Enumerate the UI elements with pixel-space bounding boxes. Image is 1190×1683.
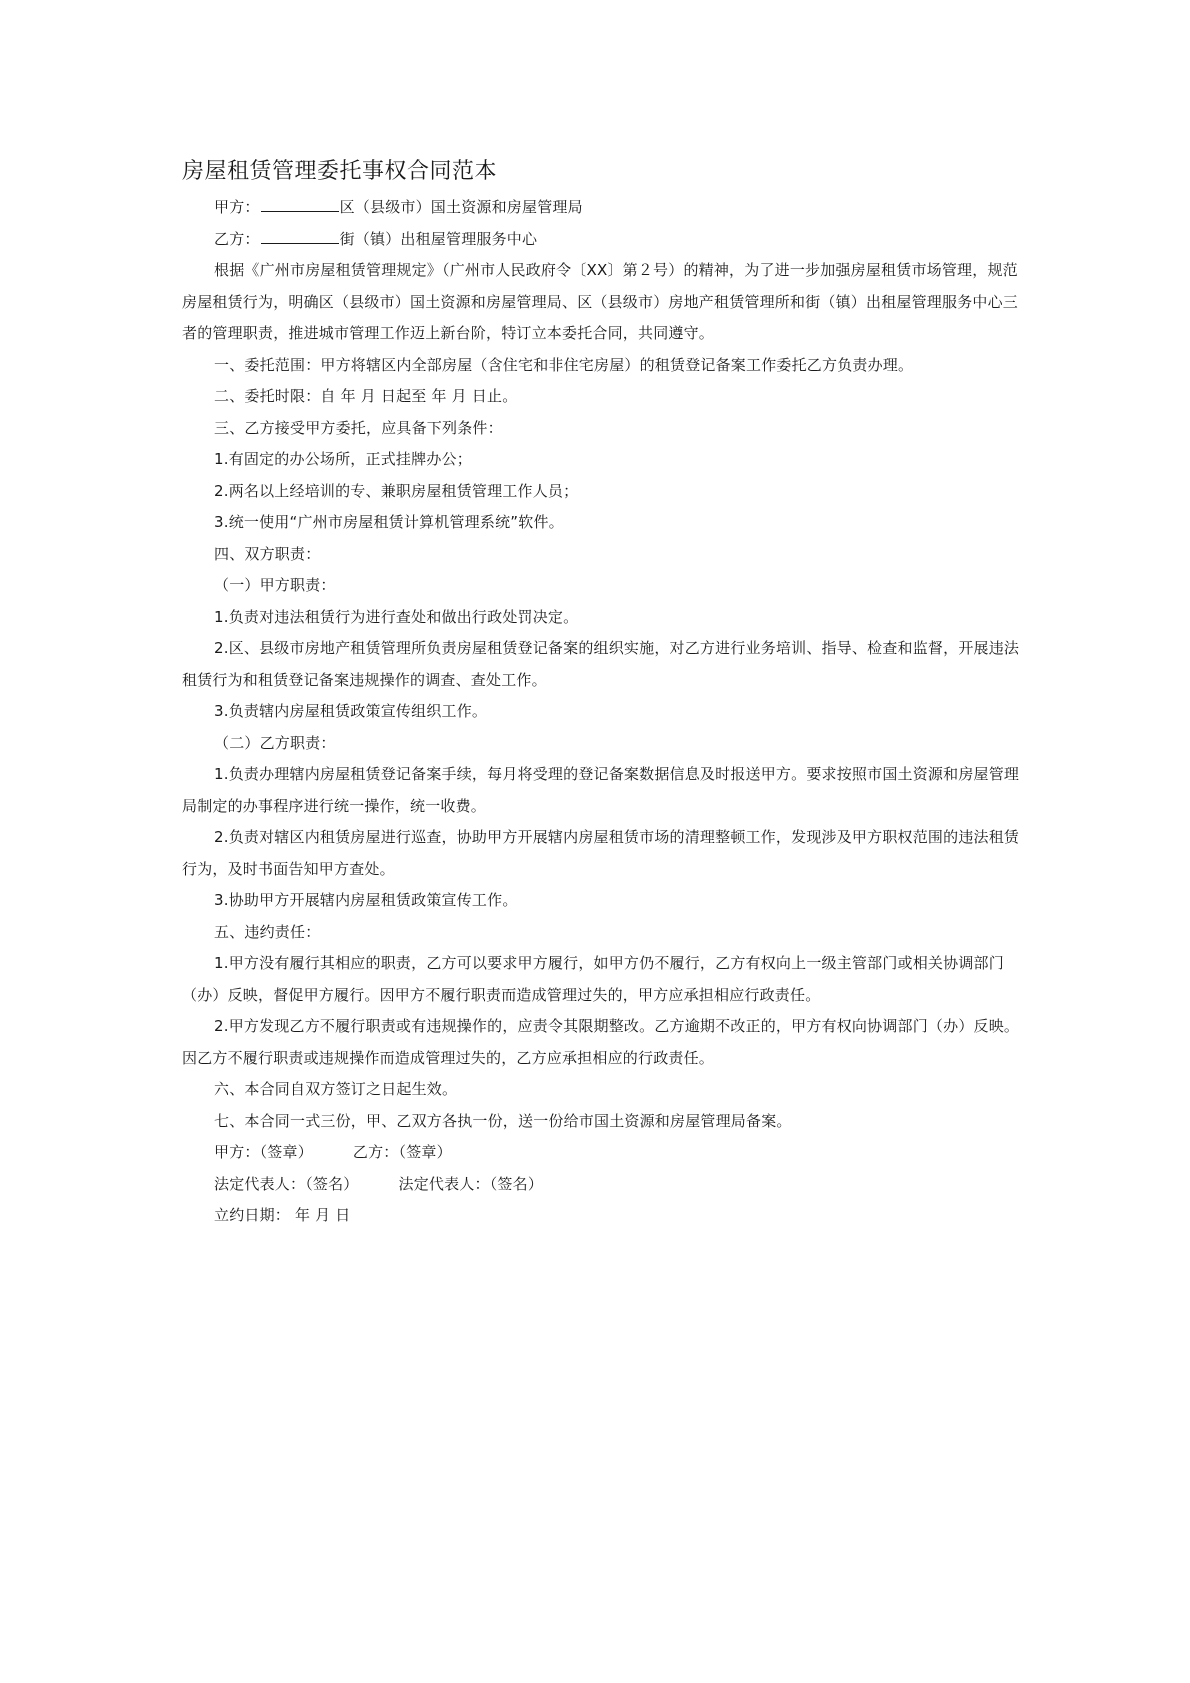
condition-item: 1.有固定的办公场所，正式挂牌办公； [214,450,472,468]
representative-line [182,1169,1022,1201]
condition-item: 3.统一使用“广州市房屋租赁计算机管理系统”软件。 [214,513,564,531]
party-a-line [182,192,1022,224]
contract-document [182,152,1022,1232]
party-a-suffix: 区（县级市）国土资源和房屋管理局 [339,198,583,216]
clause-liability: 五、违约责任： [214,922,321,941]
clause-conditions: 三、乙方接受甲方委托，应具备下列条件： [214,418,503,437]
duty-item: 1.负责办理辖内房屋租赁登记备案手续，每月将受理的登记备案数据信息及时报送甲方。要求按照市国土资源和房屋管理局制定的办事程序进行统一操作，统一收费。 [182,765,1020,815]
document-title: 房屋租赁管理委托事权合同范本 [182,159,498,184]
seal-line [182,1137,1022,1169]
duty-item: 2.区、县级市房地产租赁管理所负责房屋租赁登记备案的组织实施，对乙方进行业务培训、指导、检查和监督，开展违法租赁行为和租赁登记备案违规操作的调查、查处工作。 [182,639,1020,689]
party-b-seal: 乙方：（签章） [352,1143,452,1161]
clause-duties: 四、双方职责： [214,544,321,563]
duty-item: 3.协助甲方开展辖内房屋租赁政策宣传工作。 [214,891,518,909]
preamble-paragraph: 根据《广州市房屋租赁管理规定》（广州市人民政府令〔XX〕第２号）的精神，为了进一步加强房屋租赁市场管理，规范房屋租赁行为，明确区（县级市）国土资源和房屋管理局、区（县级市）房地产租赁管理所和街（镇）出租屋管理服务中心三者的管理职责，推进城市管理工作迈上新台阶，特订立本委托合同，共同遵守。 [182,261,1019,342]
signing-date: 立约日期： 年 月 日 [214,1206,351,1224]
party-b-suffix: 街（镇）出租屋管理服务中心 [339,229,538,248]
party-a-prefix: 甲方： [214,198,260,216]
duty-item: 1.负责对违法租赁行为进行查处和做出行政处罚决定。 [214,607,579,626]
party-a-representative: 法定代表人：（签名） [214,1174,359,1193]
subheading-party-a-duties: （一）甲方职责： [214,576,336,594]
clause-copies: 七、本合同一式三份，甲、乙双方各执一份，送一份给市国土资源和房屋管理局备案。 [214,1111,792,1130]
party-b-prefix: 乙方： [214,229,260,248]
clause-scope: 一、委托范围：甲方将辖区内全部房屋（含住宅和非住宅房屋）的租赁登记备案工作委托乙方负责办理。 [214,355,914,374]
clause-effective: 六、本合同自双方签订之日起生效。 [214,1080,458,1098]
condition-item: 2.两名以上经培训的专、兼职房屋租赁管理工作人员； [214,481,579,500]
party-b-representative: 法定代表人：（签名） [398,1174,544,1193]
liability-item: 1.甲方没有履行其相应的职责，乙方可以要求甲方履行，如甲方仍不履行，乙方有权向上一级主管部门或相关协调部门（办）反映，督促甲方履行。因甲方不履行职责而造成管理过失的，甲方应承担相应行政责任。 [182,954,1004,1004]
party-b-line [182,224,1022,256]
subheading-party-b-duties: （二）乙方职责： [214,733,336,752]
party-a-seal: 甲方：（签章） [214,1143,313,1161]
clause-term: 二、委托时限：自 年 月 日起至 年 月 日止。 [214,387,518,405]
duty-item: 2.负责对辖区内租赁房屋进行巡查，协助甲方开展辖内房屋租赁市场的清理整顿工作，发现涉及甲方职权范围的违法租赁行为，及时书面告知甲方查处。 [182,828,1020,878]
party-a-blank [261,197,339,212]
duty-item: 3.负责辖内房屋租赁政策宣传组织工作。 [214,702,488,720]
liability-item: 2.甲方发现乙方不履行职责或有违规操作的，应责令其限期整改。乙方逾期不改正的，甲方有权向协调部门（办）反映。因乙方不履行职责或违规操作而造成管理过失的，乙方应承担相应的行政责任。 [182,1017,1020,1067]
party-b-blank [261,229,339,244]
